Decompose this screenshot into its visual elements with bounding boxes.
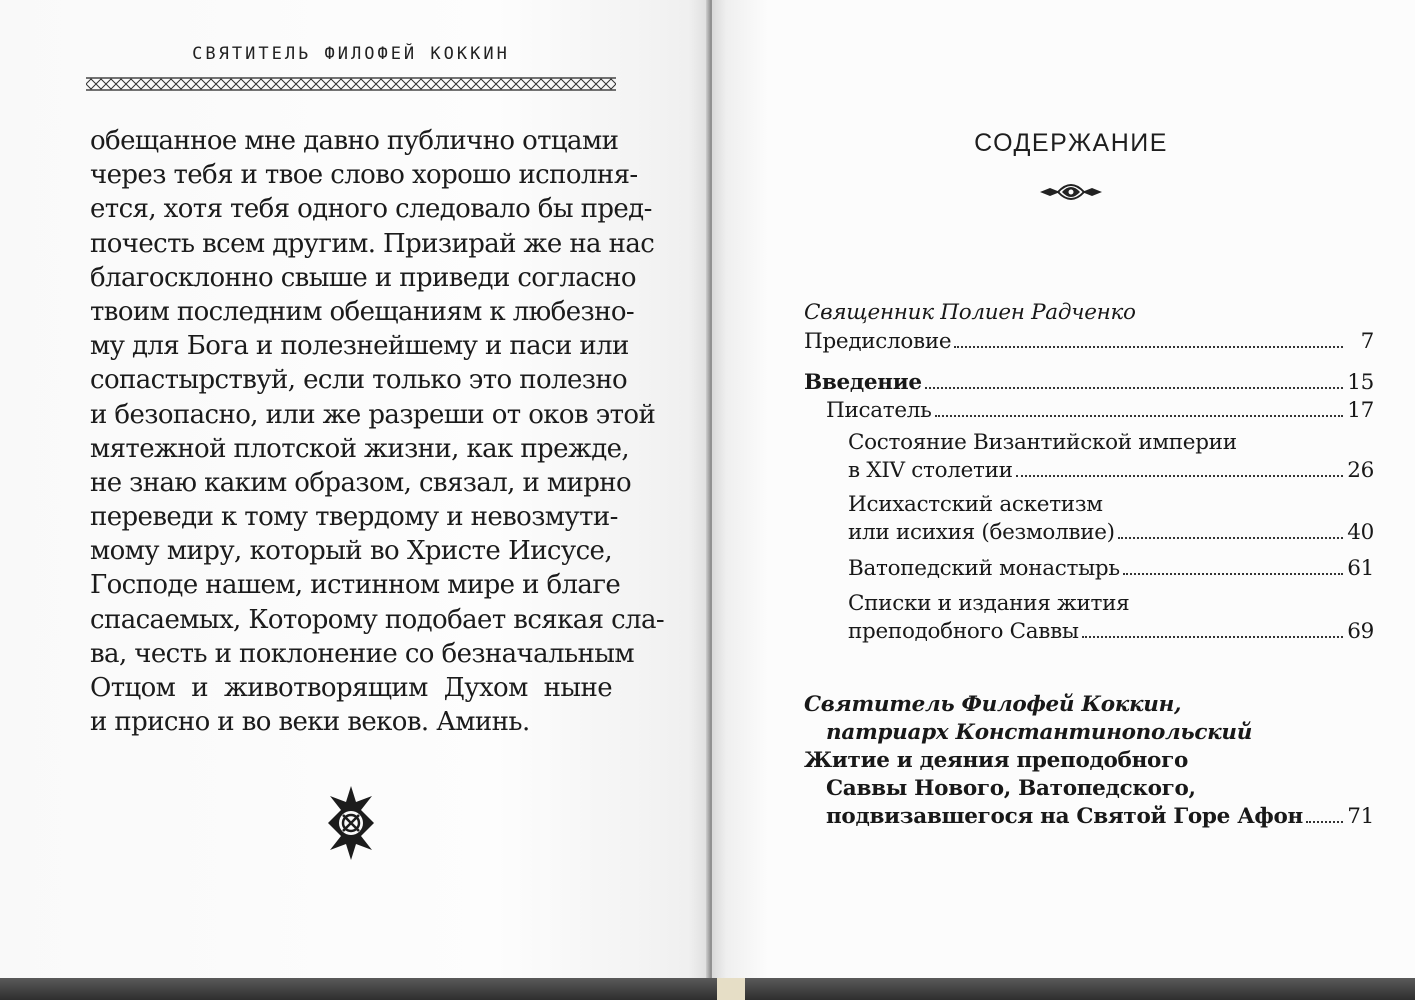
text-line: через тебя и твое слово хорошо исполня- [90, 160, 638, 191]
text-line: Отцом и животворящим Духом ныне [90, 673, 612, 703]
left-page [0, 0, 710, 978]
toc-entry-label: Саввы Нового, Ватопедского, [826, 776, 1196, 801]
text-line: сопастырствуй, если только это полезно [90, 365, 628, 396]
toc-entry[interactable] [804, 329, 1374, 354]
toc-entry-label: Введение [804, 370, 922, 395]
text-line: не знаю каким образом, связал, и мирно [90, 467, 632, 498]
toc-entry-label: подвизавшегося на Святой Горе Афон [826, 804, 1303, 829]
toc-entry[interactable] [826, 430, 1374, 483]
toc-leader-dots [1123, 573, 1343, 575]
text-line: му для Бога и полезнейшему и паси или [90, 331, 629, 362]
text-line: мятежной плотской жизни, как прежде, [90, 433, 630, 464]
text-line: мому миру, который во Христе Иисусе, [90, 536, 612, 567]
toc-entry[interactable] [804, 748, 1374, 829]
toc-page-number: 69 [1347, 619, 1374, 644]
toc-author: Священник Полиен Радченко [804, 300, 1136, 325]
text-line: спасаемых, Которому подобает всякая сла- [90, 604, 665, 635]
text-line: и безопасно, или же разреши от оков этой [90, 399, 656, 430]
toc-entry-label: Списки и издания жития [848, 591, 1130, 616]
toc-page-number: 26 [1347, 458, 1374, 483]
toc-title: СОДЕРЖАНИЕ [974, 129, 1168, 157]
toc-page-number: 61 [1347, 556, 1374, 581]
text-line: ется, хотя тебя одного следовало бы пред- [90, 194, 652, 225]
toc-entry-label: преподобного Саввы [848, 619, 1079, 644]
toc-entry[interactable] [804, 370, 1374, 395]
toc-entry-label: Исихастский аскетизм [848, 492, 1103, 517]
toc-leader-dots [935, 415, 1343, 417]
text-line: твоим последним обещаниям к любезно- [90, 296, 635, 327]
header-ornamental-rule [86, 74, 616, 94]
running-head: СВЯТИТЕЛЬ ФИЛОФЕЙ КОККИН [192, 44, 510, 64]
toc-leader-dots [1082, 636, 1343, 638]
right-page [712, 0, 1415, 978]
toc-entry-label: Ватопедский монастырь [848, 556, 1120, 581]
toc-page-number: 15 [1347, 370, 1374, 395]
text-line: благосклонно свыше и приведи согласно [90, 262, 636, 293]
toc-page-number: 7 [1360, 329, 1374, 354]
toc-entry-label: в XIV столетии [848, 458, 1013, 483]
toc-author: Святитель Филофей Коккин, [804, 692, 1182, 717]
toc-entry[interactable] [826, 398, 1374, 423]
toc-page-number: 71 [1347, 804, 1374, 829]
toc-leader-dots [1306, 821, 1343, 823]
text-line: переведи к тому твердому и невозмути- [90, 502, 618, 533]
title-ornament-icon [1040, 182, 1102, 202]
toc-leader-dots [1118, 537, 1343, 539]
text-line: и присно и во веки веков. Аминь. [90, 707, 530, 738]
toc-entry-label: Писатель [826, 398, 932, 423]
toc-page-number: 40 [1347, 520, 1374, 545]
text-line: обещанное мне давно публично отцами [90, 126, 619, 156]
toc-leader-dots [925, 387, 1343, 389]
text-line: Господе нашем, истинном мире и благе [90, 570, 621, 601]
bookmark-ribbon [717, 978, 745, 1000]
toc-author: патриарх Константинопольский [826, 720, 1253, 745]
toc-entry-label: Предисловие [804, 329, 952, 354]
text-line: почесть всем другим. Призирай же на нас [90, 228, 655, 259]
toc-entry-label: Житие и деяния преподобного [804, 748, 1188, 773]
cross-ornament-icon [328, 786, 374, 860]
toc-section-intro [804, 370, 1374, 644]
toc-leader-dots [1016, 475, 1343, 477]
body-text [90, 124, 665, 739]
toc-entry[interactable] [826, 556, 1374, 581]
toc-section-preface [804, 300, 1374, 354]
toc-leader-dots [954, 346, 1343, 348]
toc-section-life [804, 692, 1374, 829]
toc-entry[interactable] [826, 591, 1374, 644]
toc-page-number: 17 [1347, 398, 1374, 423]
text-line: ва, честь и поклонение со безначальным [90, 638, 634, 669]
scan-background-edge [0, 978, 1415, 1000]
toc-entry[interactable] [826, 492, 1374, 545]
toc-entry-label: Состояние Византийской империи [848, 430, 1237, 455]
toc-entry-label: или исихия (безмолвие) [848, 520, 1115, 545]
